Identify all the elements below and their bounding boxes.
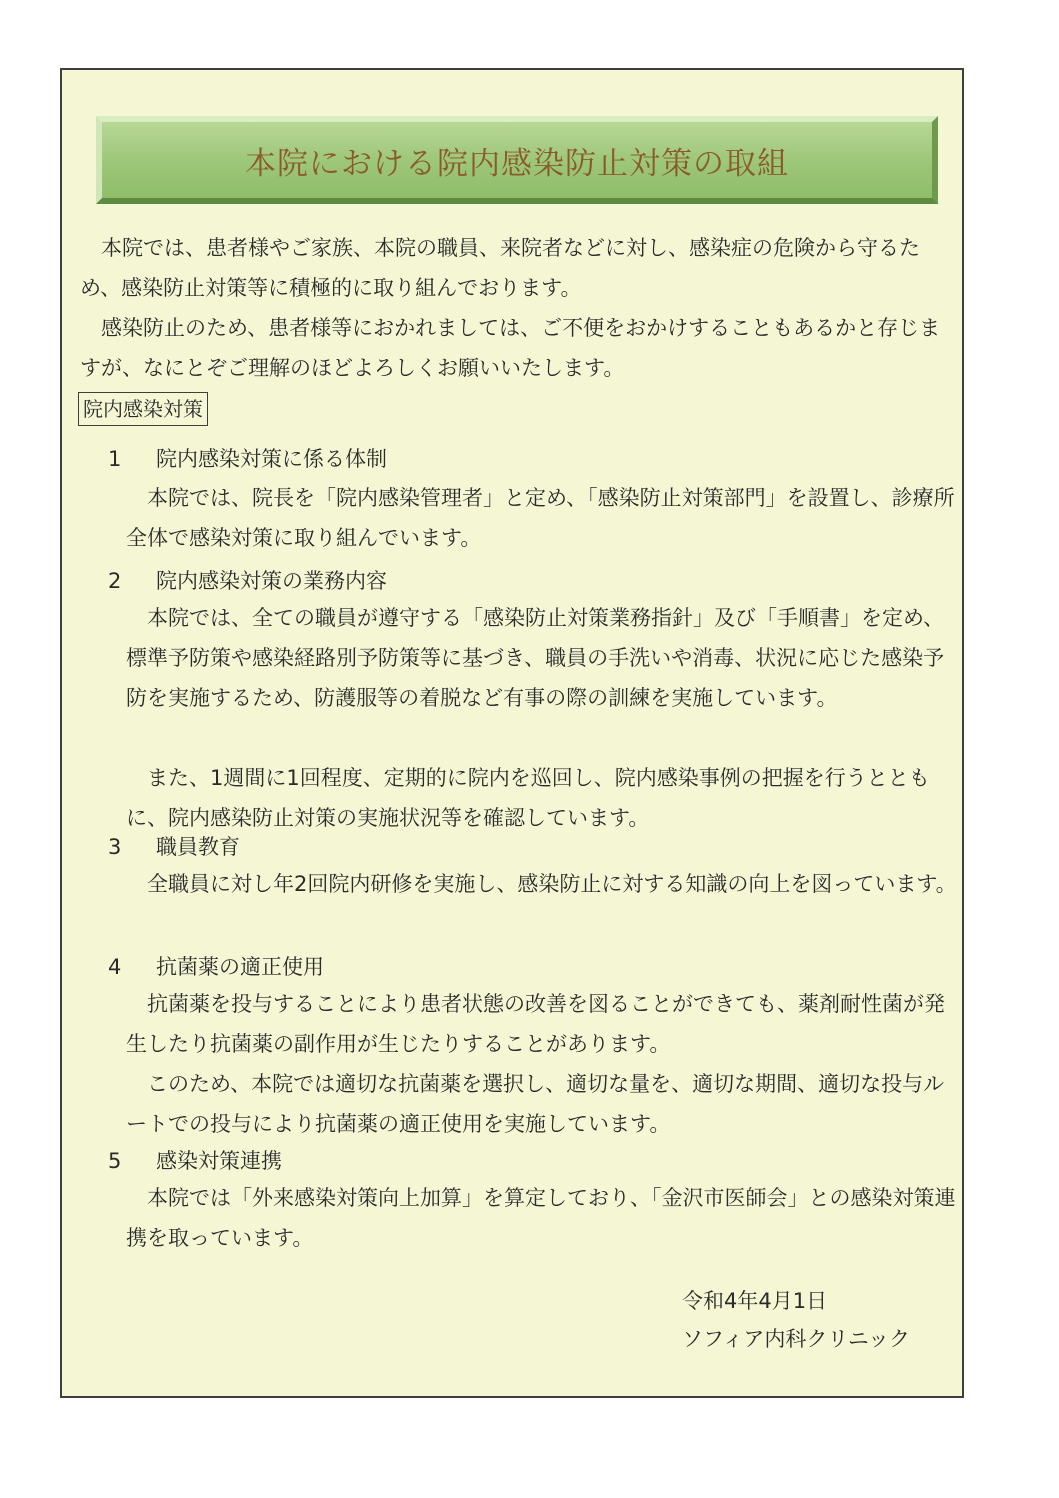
item-4-number: 4 [108,955,122,979]
item-5-paragraph-1: 本院では「外来感染対策向上加算」を算定しており、「金沢市医師会」との感染対策連携を取っています。 [126,1186,956,1250]
item-5-title: 感染対策連携 [156,1149,282,1173]
item-2-heading [108,564,387,598]
item-1-heading [108,442,387,476]
item-4-paragraph-1: 抗菌薬を投与することにより患者状態の改善を図ることができても、薬剤耐性菌が発生したり抗菌薬の副作用が生じたりすることがあります。 [126,992,945,1056]
item-4-title: 抗菌薬の適正使用 [156,955,324,979]
item-5-heading [108,1144,282,1178]
item-1-number: 1 [108,447,122,471]
intro-paragraph-1: 本院では、患者様やご家族、本院の職員、来院者などに対し、感染症の危険から守るため、感染防止対策等に積極的に取り組んでおります。 [80,236,920,300]
issue-date: 令和4年4月1日 [682,1289,828,1313]
signature-block [682,1282,910,1358]
item-2-number: 2 [108,569,122,593]
item-3-heading [108,830,240,864]
item-5-number: 5 [108,1149,122,1173]
item-3-title: 職員教育 [156,835,240,859]
item-4-paragraph-2: このため、本院では適切な抗菌薬を選択し、適切な量を、適切な期間、適切な投与ルートでの投与により抗菌薬の適正使用を実施しています。 [126,1072,945,1136]
item-1-paragraph-1: 本院では、院長を「院内感染管理者」と定め、「感染防止対策部門」を設置し、診療所全体で感染対策に取り組んでいます。 [126,486,955,550]
item-2-paragraph-2: また、1週間に1回程度、定期的に院内を巡回し、院内感染事例の把握を行うとともに、院内感染防止対策の実施状況等を確認しています。 [126,766,930,830]
notice-poster [60,68,964,1398]
item-3-paragraph-1: 全職員に対し年2回院内研修を実施し、感染防止に対する知識の向上を図っています。 [147,872,957,896]
title-banner [96,116,938,204]
item-3-number: 3 [108,835,122,859]
intro-paragraph-2: 感染防止のため、患者様等におかれましては、ご不便をおかけすることもあるかと存じますが、なにとぞご理解のほどよろしくお願いいたします。 [80,316,941,380]
item-2-title: 院内感染対策の業務内容 [156,569,387,593]
page-title: 本院における院内感染防止対策の取組 [245,145,789,182]
item-1-title: 院内感染対策に係る体制 [156,447,387,471]
item-2-paragraph-1: 本院では、全ての職員が遵守する「感染防止対策業務指針」及び「手順書」を定め、標準予防策や感染経路別予防策等に基づき、職員の手洗いや消毒、状況に応じた感染予防を実施するため、防護服等の着脱など有事の際の訓練を実施しています。 [126,606,945,710]
item-4-heading [108,950,324,984]
section-label: 院内感染対策 [78,392,208,426]
clinic-name: ソフィア内科クリニック [682,1327,911,1351]
